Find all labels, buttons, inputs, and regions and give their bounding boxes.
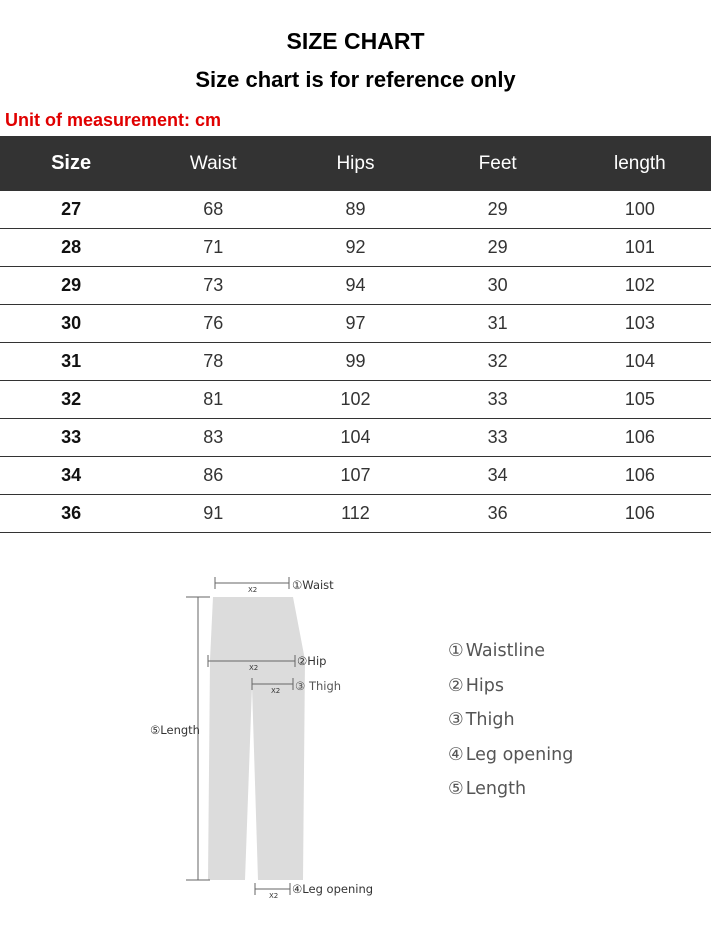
legend-item-leg-opening [448,742,573,777]
table-cell: 71 [142,229,284,267]
table-cell: 34 [0,457,142,495]
table-cell: 112 [284,495,426,533]
table-cell: 103 [569,305,711,343]
legend-item-hips [448,673,573,708]
table-cell: 97 [284,305,426,343]
hip-label: ②Hip [297,654,327,668]
legend-item-length [448,776,573,811]
leg-opening-x2-label: X2 [269,892,279,900]
column-header-size: Size [0,136,142,191]
table-cell: 76 [142,305,284,343]
table-cell: 102 [284,381,426,419]
table-cell: 32 [0,381,142,419]
table-row [0,343,711,381]
table-cell: 32 [427,343,569,381]
table-cell: 81 [142,381,284,419]
circled-1-icon: ① [448,641,464,661]
table-cell: 30 [427,267,569,305]
column-header-length: length [569,136,711,191]
table-row [0,381,711,419]
table-cell: 29 [427,229,569,267]
legend-label: Length [465,779,527,799]
pants-diagram [0,560,420,910]
legend-label: Hips [465,675,504,696]
table-header-row [0,136,711,191]
table-cell: 73 [142,267,284,305]
leg-opening-label: ④Leg opening [292,882,374,896]
table-cell: 78 [142,343,284,381]
table-row [0,457,711,495]
table-cell: 91 [142,495,284,533]
table-cell: 100 [569,191,711,229]
unit-note: Unit of measurement: cm [5,110,222,130]
waist-x2-label: X2 [248,586,258,594]
waist-label: ①Waist [292,578,334,592]
legend-item-waistline [448,638,573,673]
measurement-legend [448,638,573,811]
table-cell: 36 [427,495,569,533]
table-cell: 106 [569,495,711,533]
table-cell: 99 [284,343,426,381]
column-header-feet: Feet [427,136,569,191]
page-title: SIZE CHART [286,28,425,54]
table-cell: 106 [569,419,711,457]
table-cell: 106 [569,457,711,495]
table-cell: 104 [284,419,426,457]
thigh-x2-label: X2 [271,687,281,695]
length-label: ⑤Length [150,723,200,737]
table-cell: 33 [0,419,142,457]
table-cell: 68 [142,191,284,229]
table-cell: 94 [284,267,426,305]
table-row [0,495,711,533]
table-body [0,191,711,533]
legend-label: Leg opening [465,744,574,765]
table-cell: 105 [569,381,711,419]
circled-4-icon: ④ [448,744,464,765]
table-cell: 34 [427,457,569,495]
table-cell: 89 [284,191,426,229]
table-row [0,229,711,267]
table-cell: 30 [0,305,142,343]
table-cell: 104 [569,343,711,381]
table-cell: 29 [0,267,142,305]
legend-item-thigh [448,707,573,742]
circled-2-icon: ② [448,675,464,696]
table-row [0,191,711,229]
table-cell: 92 [284,229,426,267]
table-row [0,419,711,457]
column-header-hips: Hips [284,136,426,191]
thigh-label: ③ Thigh [295,679,342,693]
table-cell: 33 [427,419,569,457]
table-cell: 29 [427,191,569,229]
legend-label: Thigh [465,710,515,730]
table-cell: 27 [0,191,142,229]
table-row [0,305,711,343]
table-cell: 36 [0,495,142,533]
table-cell: 31 [427,305,569,343]
circled-5-icon: ⑤ [448,779,464,799]
circled-3-icon: ③ [448,710,464,730]
table-row [0,267,711,305]
table-cell: 107 [284,457,426,495]
table-cell: 83 [142,419,284,457]
table-cell: 33 [427,381,569,419]
table-cell: 102 [569,267,711,305]
table-cell: 31 [0,343,142,381]
legend-label: Waistline [465,641,546,661]
page-subtitle: Size chart is for reference only [195,67,516,92]
hip-x2-label: X2 [249,664,259,672]
pants-silhouette [208,597,305,880]
size-table [0,136,711,533]
table-cell: 86 [142,457,284,495]
table-cell: 28 [0,229,142,267]
table-cell: 101 [569,229,711,267]
column-header-waist: Waist [142,136,284,191]
